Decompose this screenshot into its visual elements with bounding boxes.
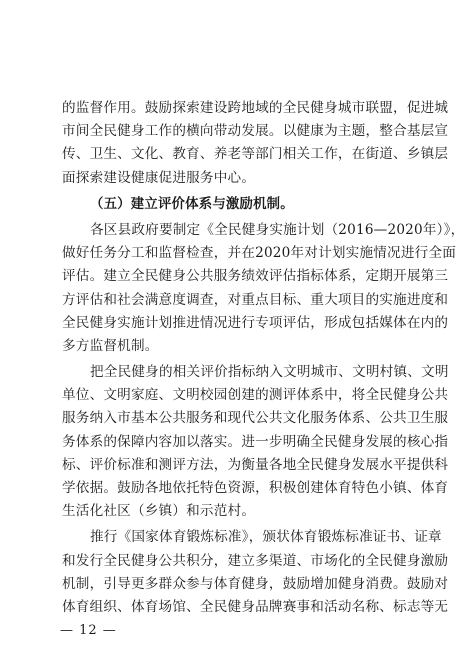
- text-line: 单位、文明家庭、文明校园创建的测评体系中，将全民健身公共: [62, 387, 449, 404]
- text-line: 方评估和社会满意度调查，对重点目标、重大项目的实施进度和: [62, 291, 449, 308]
- section-heading: [62, 193, 418, 216]
- text-line: 体育组织、体育场馆、全民健身品牌赛事和活动名称、标志等无: [62, 598, 449, 615]
- paragraph: [62, 97, 449, 190]
- text-line: 服务纳入市基本公共服务和现代公共文化服务体系、公共卫生服: [62, 410, 449, 427]
- text-line: 务体系的保障内容加以落实。进一步明确全民健身发展的核心指: [62, 433, 449, 450]
- page-number: — 12 —: [60, 623, 117, 638]
- paragraph: [62, 361, 449, 523]
- body-text: [62, 94, 464, 619]
- text-line: 全民健身实施计划推进情况进行专项评估，形成包括媒体在内的: [62, 314, 449, 331]
- heading-line: （五）建立评价体系与激励机制。: [90, 196, 294, 212]
- text-line: 生活化社区（乡镇）和示范村。: [62, 503, 256, 520]
- text-line: 把全民健身的相关评价指标纳入文明城市、文明村镇、文明: [90, 364, 449, 381]
- text-line: 学依据。鼓励各地依托特色资源，积极创建体育特色小镇、体育: [62, 480, 449, 496]
- text-line: 做好任务分工和监督检查，并在2020年对计划实施情况进行全面: [62, 245, 457, 262]
- text-line: 推行《国家体育锻炼标准》，颁状体育锻炼标准证书、证章: [90, 529, 442, 546]
- text-line: 多方监督机制。: [62, 337, 159, 354]
- paragraph: [62, 219, 464, 358]
- text-line: 各区县政府要制定《全民健身实施计划（2016—2020年）》，: [90, 221, 464, 238]
- text-line: 和发行全民健身公共积分，建立多渠道、市场化的全民健身激励: [62, 552, 449, 569]
- text-line: 面探索建设健康促进服务中心。: [62, 169, 256, 186]
- text-line: 市间全民健身工作的横向带动发展。以健康为主题，整合基层宣: [62, 123, 449, 140]
- text-line: 传、卫生、文化、教育、养老等部门相关工作，在街道、乡镇层: [62, 146, 449, 163]
- paragraph: [62, 526, 449, 619]
- text-line: 评估。建立全民健身公共服务绩效评估指标体系，定期开展第三: [62, 268, 449, 285]
- text-line: 标、评价标准和测评方法，为衡量各地全民健身发展水平提供科: [62, 456, 449, 473]
- text-line: 机制，引导更多群众参与体育健身，鼓励增加健身消费。鼓励对: [62, 575, 449, 592]
- text-line: 的监督作用。鼓励探索建设跨地域的全民健身城市联盟，促进城: [62, 100, 449, 116]
